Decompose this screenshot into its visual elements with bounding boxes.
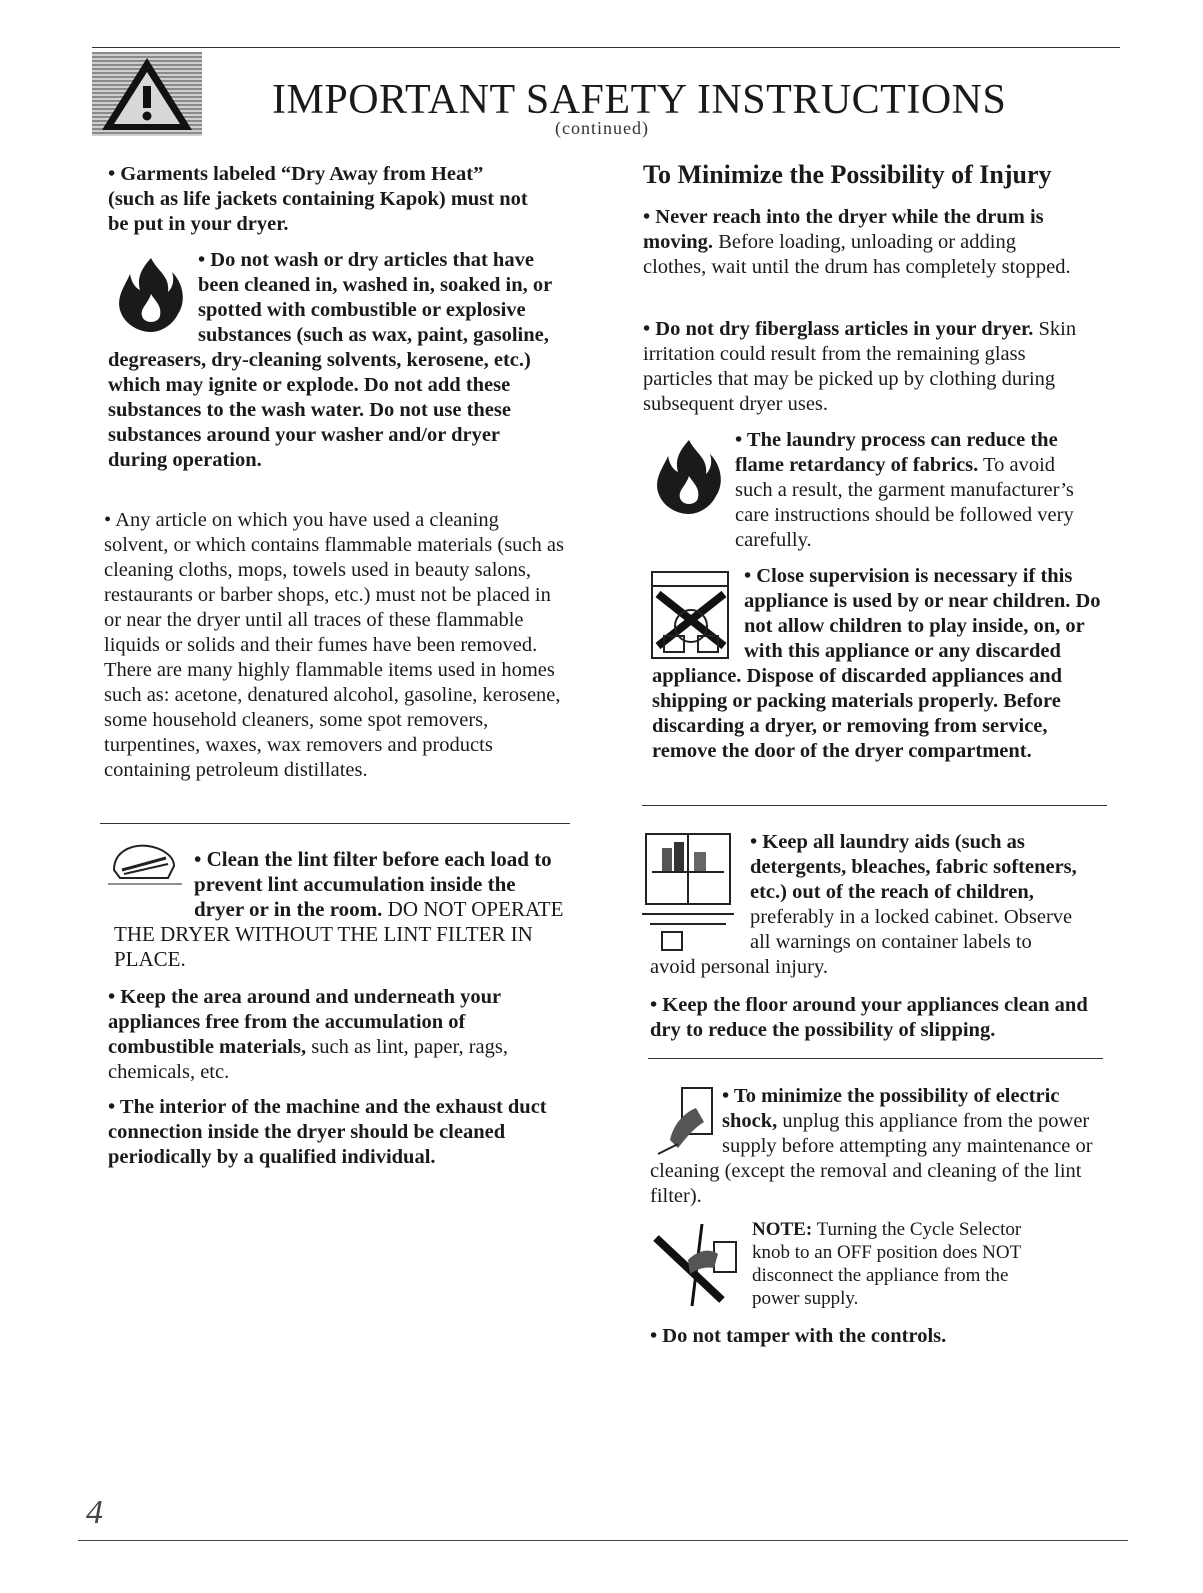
left-p3: • Any article on which you have used a cleaning solvent, or which contains flammable materials (such as cleaning cloths, mops, towels used in beauty salons, restaurants or barber shops, etc.) must not be placed in or near the dryer until all traces of these flammable liquids or solids and their fumes have been removed. There are many highly flammable items used in homes such as: acetone, denatured alcohol, gasoline, kerosene, some household cleaners, some spot removers, turpentines, waxes, wax removers and products containing petroleum distillates. <box>104 509 564 781</box>
left-p2: • Do not wash or dry articles that have been cleaned in, washed in, soaked in, or spotted with combustible or explosive substances (such as wax, paint, gasoline, degreasers, dry-cleaning solvents, kerosene, etc.) which may ignite or explode. Do not add these substances to the wash water. Do not use these substances around your washer and/or dryer during operation. <box>108 249 552 471</box>
warning-icon <box>92 52 202 136</box>
right-p1: • Never reach into the dryer while the drum is moving. Before loading, unloading or adding clothes, wait until the drum has completely stopped. <box>643 206 1071 278</box>
left-p5: • Keep the area around and underneath your appliances free from the accumulation of combustible materials, such as lint, paper, rags, chemicals, etc. <box>108 986 509 1083</box>
left-p6: • The interior of the machine and the exhaust duct connection inside the dryer should be cleaned periodically by a qualified individual. <box>108 1096 547 1168</box>
left-divider <box>100 823 570 824</box>
page-number: 4 <box>86 1494 103 1531</box>
right-p3: • The laundry process can reduce the flame retardancy of fabrics. To avoid such a result, the garment manufacturer’s care instructions should be followed very carefully. <box>735 429 1074 551</box>
page-title: IMPORTANT SAFETY INSTRUCTIONS <box>272 77 1007 123</box>
right-p6: • Keep the floor around your appliances clean and dry to reduce the possibility of slipping. <box>650 994 1088 1041</box>
right-divider-2 <box>648 1058 1103 1059</box>
right-p5: • Keep all laundry aids (such as detergents, bleaches, fabric softeners, etc.) out of the reach of children, preferably in a locked cabinet. Observe all warnings on container labels to avoid personal injury. <box>650 831 1077 978</box>
page-subtitle: (continued) <box>555 118 649 138</box>
right-p2: • Do not dry fiberglass articles in your dryer. Skin irritation could result from the remaining glass particles that may be picked up by clothing during subsequent dryer uses. <box>643 318 1077 415</box>
right-divider-1 <box>642 805 1107 806</box>
right-p7: • To minimize the possibility of electric shock, unplug this appliance from the power supply before attempting any maintenance or cleaning (except the removal and cleaning of the lint filter). <box>650 1085 1093 1207</box>
section-heading: To Minimize the Possibility of Injury <box>643 160 1052 189</box>
note-block: NOTE: Turning the Cycle Selector knob to an OFF position does NOT disconnect the appliance from the power supply. <box>752 1219 1022 1309</box>
left-p4: • Clean the lint filter before each load to prevent lint accumulation inside the dryer or in the room. DO NOT OPERATE THE DRYER WITHOUT THE LINT FILTER IN PLACE. <box>114 847 564 971</box>
right-p4: • Close supervision is necessary if this appliance is used by or near children. Do not allow children to play inside, on, or with this appliance or any discarded appliance. Dispose of discarded appliances and shipping or packing materials properly. Before discarding a dryer, or removing from service, remove the door of the dryer compartment. <box>652 565 1101 762</box>
right-p8: • Do not tamper with the controls. <box>650 1325 947 1347</box>
flame-icon <box>650 436 728 516</box>
left-p1: • Garments labeled “Dry Away from Heat” (such as life jackets containing Kapok) must not be put in your dryer. <box>108 163 528 235</box>
no-unplug-icon <box>652 1216 742 1308</box>
footer-rule <box>78 1540 1128 1541</box>
header-rule <box>92 47 1120 48</box>
